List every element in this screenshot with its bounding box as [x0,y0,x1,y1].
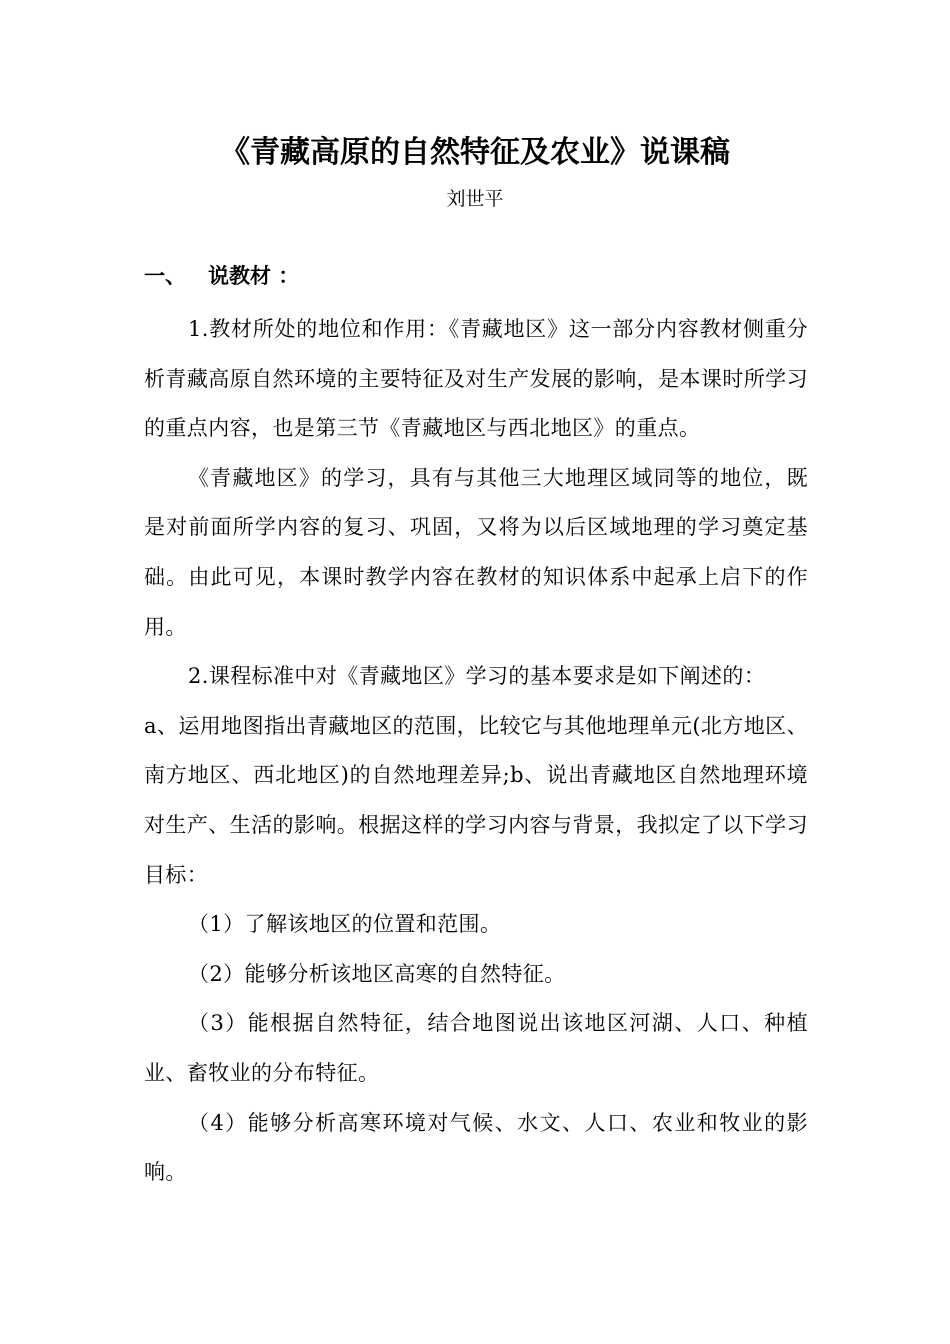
document-body [144,305,808,1198]
section-title: 说教材 ： [208,264,300,288]
section-number: 一、 [144,264,186,288]
list-item: （4）能够分析高寒环境对气候、水文、人口、农业和牧业的影响。 [144,1110,808,1185]
section-heading [144,260,299,292]
list-item: （3）能根据自然特征，结合地图说出该地区河湖、人口、种植业、畜牧业的分布特征。 [144,1011,808,1085]
paragraph: 2.课程标准中对《青藏地区》学习的基本要求是如下阐述的： [188,664,766,689]
list-item: （1）了解该地区的位置和范围。 [188,912,502,937]
paragraph: a、运用地图指出青藏地区的范围，比较它与其他地理单元(北方地区、南方地区、西北地区)的自然地理差异;b、说出青藏地区自然地理环境对生产、生活的影响。根据这样的学习内容与背景，我拟定了以下学习目标： [144,713,808,887]
author-name: 刘世平 [446,188,504,210]
document-title: 《青藏高原的自然特征及农业》说课稿 [220,135,730,170]
list-item: （2）能够分析该地区高寒的自然特征。 [188,961,566,986]
paragraph: 1.教材所处的地位和作用：《青藏地区》这一部分内容教材侧重分析青藏高原自然环境的主要特征及对生产发展的影响，是本课时所学习的重点内容，也是第三节《青藏地区与西北地区》的重点。 [144,317,808,441]
paragraph: 《青藏地区》的学习，具有与其他三大地理区域同等的地位，既是对前面所学内容的复习、巩固，又将为以后区域地理的学习奠定基础。由此可见，本课时教学内容在教材的知识体系中起承上启下的作用。 [144,465,808,639]
